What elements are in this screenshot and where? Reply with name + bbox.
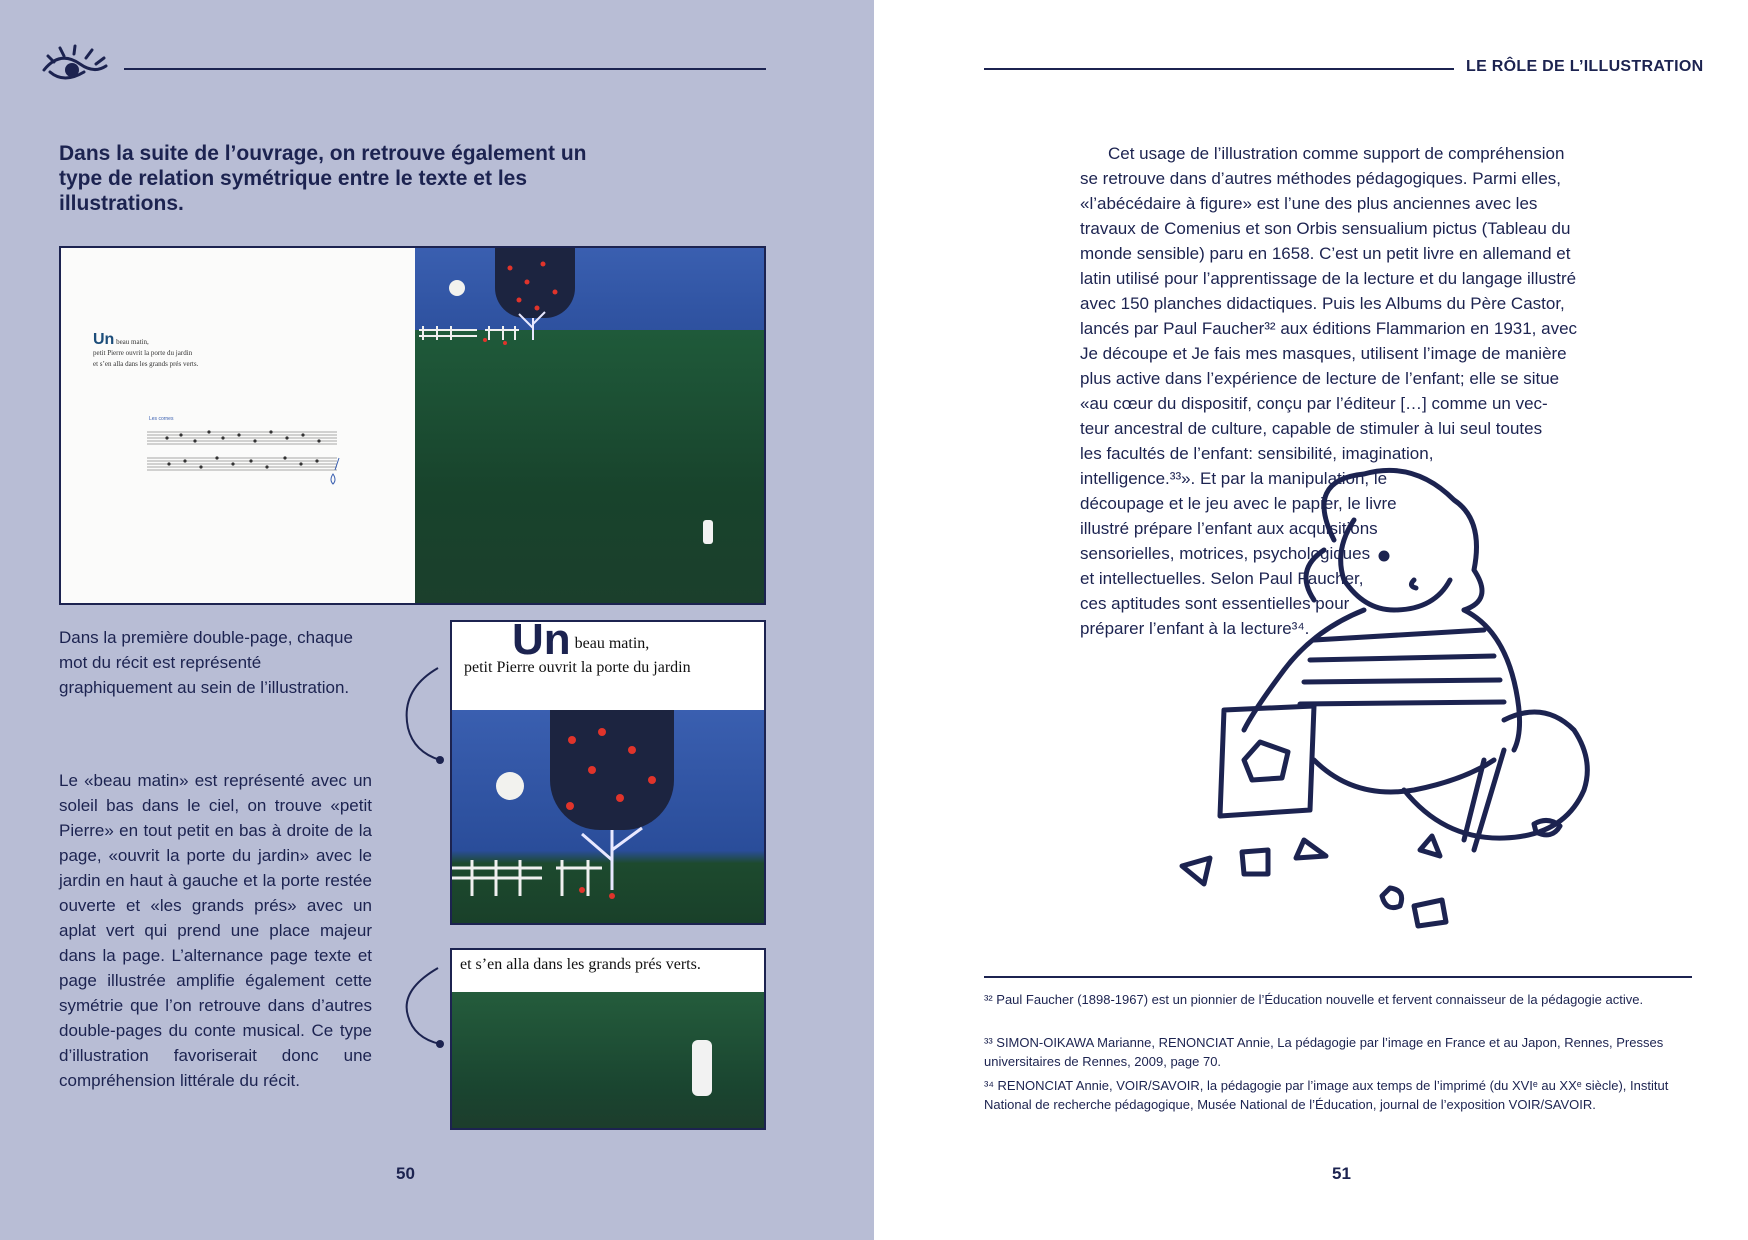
- double-page-note: Dans la première double-page, chaque mot du récit est représenté graphiquement au sein de l’illustration.: [59, 628, 353, 697]
- score-label: Les cornes: [149, 416, 174, 422]
- boy-figure-illustration: [692, 1040, 712, 1096]
- intro-heading: Dans la suite de l’ouvrage, on retrouve également un type de relation symétrique entre le texte et les illustrations.: [59, 142, 587, 215]
- detail-pres-verts: [450, 948, 766, 1130]
- running-header: LE RÔLE DE L’ILLUSTRATION: [1466, 58, 1704, 75]
- footnote-32: ³² Paul Faucher (1898-1967) est un pionnier de l’Éducation nouvelle et fervent connaisseur de la pédagogie active.: [984, 992, 1644, 1007]
- analysis-paragraph: Le «beau matin» est représenté avec un soleil bas dans le ciel, on trouve «petit Pierre» en tout petit en bas à droite de la page, «ouvrit la porte du jardin» avec le jardin en haut à gauche et la porte restée ouverte et «les grands prés» avec un aplat vert qui prend une place majeur dans la page. L’alternance page texte et page illustrée amplifie également cette symétrie que l’on retrouve dans d’autres double-pages du conte musical. Ce type d’illustration favoriserait donc une compréhension littérale du récit.: [59, 771, 372, 1090]
- connector-lines: [400, 660, 450, 1060]
- footnote-rule: [984, 976, 1692, 978]
- footnote-34: ³⁴ RENONCIAT Annie, VOIR/SAVOIR, la pédagogie par l’image aux temps de l’imprimé (du XVIᵉ au XXᵉ siècle), Institut National de recherche pédagogique, Musée National de l’Éducation, journal de l’exposition VOIR/SAVOIR.: [984, 1078, 1669, 1112]
- footnote-33: ³³ SIMON-OIKAWA Marianne, RENONCIAT Annie, La pédagogie par l’image en France et au Japon, Rennes, Presses universitaires de Rennes, 2009, page 70.: [984, 1035, 1664, 1069]
- spread-text-block: Un beau matin, petit Pierre ouvrit la porte du jardin et s’en alla dans les grands prés verts.: [93, 331, 199, 368]
- page-number-right: 51: [1332, 1164, 1351, 1183]
- header-rule: [124, 68, 766, 70]
- page-number-left: 50: [396, 1164, 415, 1183]
- header-rule: [984, 68, 1454, 70]
- meadow-scene: [452, 992, 764, 1128]
- detail2-text: et s’en alla dans les grands prés verts.: [460, 956, 701, 973]
- spread-reproduction: [59, 246, 766, 605]
- eye-logo-icon: [40, 44, 112, 84]
- music-score: [147, 424, 347, 486]
- spread-text-page: [61, 248, 415, 603]
- detail-beau-matin: [450, 620, 766, 925]
- detail-text: Un beau matin, petit Pierre ouvrit la porte du jardin: [464, 620, 691, 676]
- detail-night-scene: [452, 710, 764, 923]
- fruit-and-fence: [452, 710, 764, 923]
- right-page: [874, 0, 1748, 1240]
- boy-figure-illustration: [703, 520, 713, 544]
- spread-night-page: [415, 248, 765, 603]
- main-paragraph: Cet usage de l’illustration comme support de compréhension se retrouve dans d’autres méthodes pédagogiques. Parmi elles, «l’abécédaire à figure» est l’une des plus anciennes avec les travaux de Comenius et son Orbis sensualium pictus (Tableau du monde sensible) paru en 1658. C’est un petit livre en allemand et latin utilisé pour l’apprentissage de la lecture et du langage illustré avec 150 planches didactiques. Puis les Albums du Père Castor, lancés par Paul Faucher³² aux éditions Flammarion en 1931, avec Je découpe et Je fais mes masques, utilisent l’image de manière plus active dans l’expérience de lecture de l’enfant; elle se situe «au cœur du dispositif, conçu par l’éditeur […] comme un vec- teur ancestral de culture, capable de stimuler à lui seul toutes les facultés de l’enfant: sensibilité, imagination, intelligence.³³». Et par la manipulation, le découpage et le jeu avec le papier, le livre illustré prépare l’enfant aux acquisitions sensorielles, motrices, psychologiques et intellectuelles. Selon Paul Faucher, ces aptitudes sont essentielles pour préparer l’enfant à la lecture³⁴.: [1080, 144, 1578, 638]
- tree-and-fence: [415, 248, 765, 368]
